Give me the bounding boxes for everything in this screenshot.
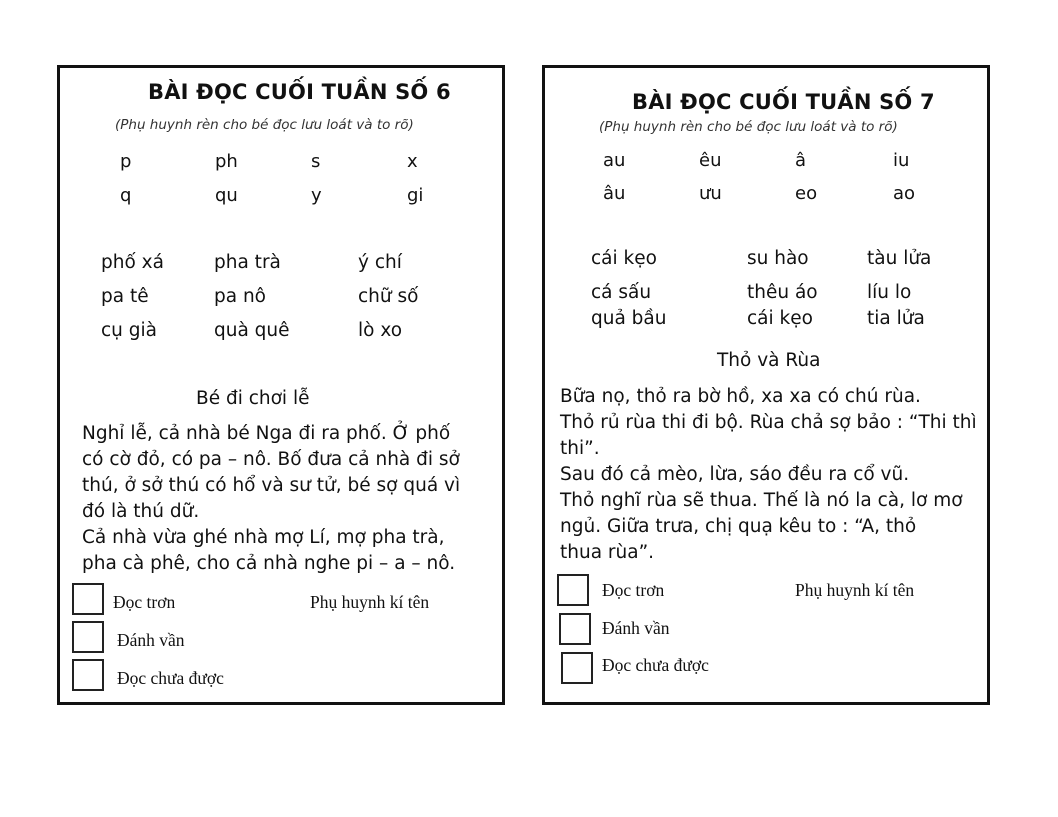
letter-item: qu [215,185,238,206]
passage-paragraph: Nghỉ lễ, cả nhà bé Nga đi ra phố. Ở phố có cờ đỏ, có pa – nô. Bố đưa cả nhà đi sở thú, ở sở thú có hổ và sư tử, bé sợ quá vì đó là thú dữ. [82,423,461,522]
word-item: pa nô [214,286,267,307]
parent-signature-label: Phụ huynh kí tên [310,592,430,612]
reading-card-6 [57,65,505,705]
letter-item: eo [795,183,818,204]
letter-item: y [311,185,322,206]
check-label: Đọc chưa được [602,655,709,675]
passage-title: Thỏ và Rùa [717,350,821,371]
letter-item: ao [893,183,916,204]
word-item: chữ số [358,286,419,307]
checkbox-danh-van[interactable] [72,621,104,653]
check-label: Đọc trơn [602,580,665,600]
word-item: pha trà [214,252,281,273]
letter-item: ph [215,151,238,172]
word-item: su hào [747,248,809,269]
card-title: BÀI ĐỌC CUỐI TUẦN SỐ 6 [148,80,451,104]
word-item: phố xá [101,252,164,273]
word-item: cụ già [101,320,157,341]
checkbox-danh-van[interactable] [559,613,591,645]
letter-item: au [603,150,626,171]
checkbox-doc-chua-duoc[interactable] [561,652,593,684]
letter-item: s [311,151,321,172]
word-item: lò xo [358,320,403,341]
letter-item: x [407,151,418,172]
check-label: Đọc chưa được [117,668,224,688]
word-item: quả bầu [591,308,667,329]
reading-card-7 [542,65,990,705]
word-item: tia lửa [867,308,925,329]
word-item: cái kẹo [591,248,657,269]
checkbox-doc-tron[interactable] [557,574,589,606]
letter-item: â [795,150,807,171]
letter-item: gi [407,185,424,206]
word-item: cái kẹo [747,308,813,329]
check-label: Đánh vần [117,630,185,650]
check-label: Đọc trơn [113,592,176,612]
letter-item: q [120,185,132,206]
letter-item: ưu [699,183,722,204]
check-label: Đánh vần [602,618,670,638]
card-subtitle: (Phụ huynh rèn cho bé đọc lưu loát và to rõ) [115,117,414,133]
card-subtitle: (Phụ huynh rèn cho bé đọc lưu loát và to rõ) [599,119,898,135]
word-item: ý chí [358,252,402,273]
word-item: cá sấu [591,282,652,303]
parent-signature-label: Phụ huynh kí tên [795,580,915,600]
word-item: tàu lửa [867,248,932,269]
checkbox-doc-chua-duoc[interactable] [72,659,104,691]
passage-paragraph: Cả nhà vừa ghé nhà mợ Lí, mợ pha trà, pha cà phê, cho cả nhà nghe pi – a – nô. [82,527,456,574]
letter-item: p [120,151,132,172]
passage-title: Bé đi chơi lễ [196,388,310,409]
passage-paragraph: Bữa nọ, thỏ ra bờ hồ, xa xa có chú rùa. Thỏ rủ rùa thi đi bộ. Rùa chả sợ bảo : “Thi thì thi”. [560,386,977,459]
letter-item: iu [893,150,910,171]
word-item: thêu áo [747,282,818,303]
checkbox-doc-tron[interactable] [72,583,104,615]
passage-paragraph: Sau đó cả mèo, lừa, sáo đều ra cổ vũ. Thỏ nghĩ rùa sẽ thua. Thế là nó la cà, lơ mơ ngủ. Giữa trưa, chị quạ kêu to : “A, thỏ thua rùa”. [560,464,963,563]
word-item: pa tê [101,286,149,307]
letter-item: êu [699,150,722,171]
letter-item: âu [603,183,626,204]
word-item: líu lo [867,282,912,303]
word-item: quà quê [214,320,290,341]
card-title: BÀI ĐỌC CUỐI TUẦN SỐ 7 [632,90,935,114]
